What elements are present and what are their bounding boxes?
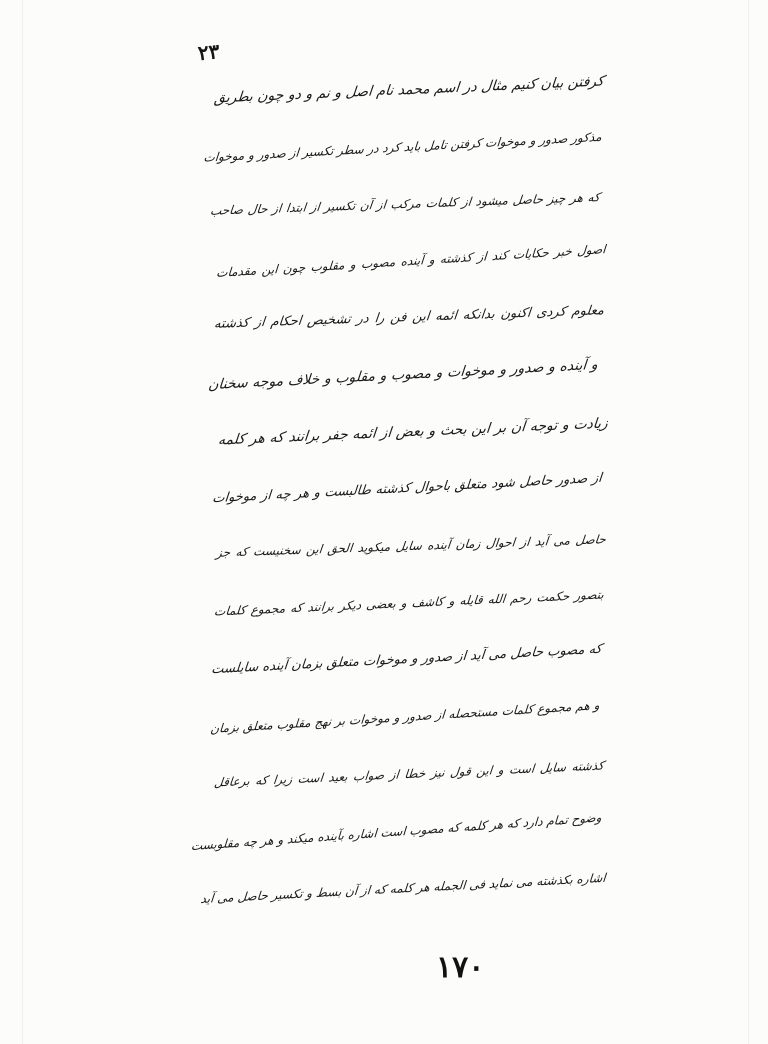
page-number: ۱۷۰ <box>436 950 485 985</box>
manuscript-line: کذشته سایل است و این قول نیز خطا از صواب بعید است زیرا که برعاقل <box>213 758 605 790</box>
manuscript-line: کرفتن بیان کنیم مثال در اسم محمد نام اصل و نم و دو چون بطریق <box>213 73 605 107</box>
manuscript-line: مذکور صدور و موخوات کرفتن تامل باید کرد در سطر تکسیر از صدور و موخوات <box>202 129 603 165</box>
manuscript-line: و هم مجموع کلمات مستحصله از صدور و موخوات بر نهج مقلوب متعلق بزمان <box>209 698 601 736</box>
manuscript-line: بتصور حکمت رحم الله قایله و کاشف و بعضی دیکر برانند که مجموع کلمات <box>213 587 605 619</box>
manuscript-line: اشاره بکذشته می نماید فی الجمله هر کلمه که از آن بسط و تکسیر حاصل می آید <box>199 870 607 907</box>
manuscript-line: معلوم کردی اکنون بدانکه ائمه این فن را در تشخیص احکام از کذشته <box>213 303 605 332</box>
manuscript-line: زیادت و توجه آن بر این بحث و بعض از ائمه جفر برانند که هر کلمه <box>217 415 609 449</box>
manuscript-line: حاصل می آید از احوال زمان آینده سایل میکوید الحق این سخنیست که جز <box>215 532 607 560</box>
manuscript-line: که هر چیز حاصل میشود از کلمات مرکب از آن تکسیر از ابتدا از حال صاحب <box>209 190 601 218</box>
folio-mark: ۲۳ <box>196 38 221 66</box>
manuscript-line: که مصوب حاصل می آید از صدور و موخوات متعلق بزمان آینده سایلست <box>210 641 603 678</box>
manuscript-line: و آینده و صدور و موخوات و مصوب و مقلوب و خلاف موجه سخنان <box>207 356 599 394</box>
manuscript-line: اصول خبر حکایات کند از کذشته و آینده مصوب و مقلوب چون این مقدمات <box>215 242 607 280</box>
page-right-edge <box>748 0 749 1044</box>
page-left-edge <box>22 0 23 1044</box>
manuscript-line: وضوح تمام دارد که هر کلمه که مصوب است اشاره بآینده میکند و هر چه مقلوبست <box>190 810 603 854</box>
manuscript-line: از صدور حاصل شود متعلق باحوال کذشته طالبست و هر چه از موخوات <box>211 470 603 507</box>
